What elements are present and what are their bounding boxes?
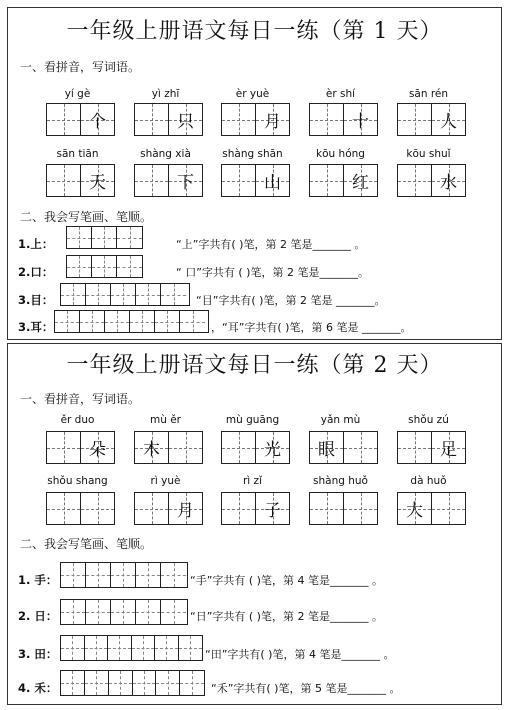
box-char: 山 xyxy=(264,173,281,193)
writing-box[interactable] xyxy=(343,103,378,136)
pinyin-label: èr shí xyxy=(325,88,356,100)
question-label: 2.口： xyxy=(18,265,54,279)
writing-box[interactable] xyxy=(343,431,378,464)
writing-box[interactable] xyxy=(168,103,203,136)
section-pinyin-heading: 一、看拼音，写词语。 xyxy=(20,60,141,74)
box-char xyxy=(81,493,114,524)
writing-box[interactable] xyxy=(309,431,344,464)
box-char: 个 xyxy=(89,112,106,132)
stroke-writing-strip[interactable] xyxy=(54,310,209,333)
writing-box[interactable] xyxy=(134,492,169,525)
pinyin-label: sān rén xyxy=(408,88,449,100)
pinyin-label: kōu hóng xyxy=(316,148,365,160)
question-text: “日”字共有 ( )笔，第 2 笔是_______ 。 xyxy=(190,610,383,623)
question-text: “ 口”字共有 ( )笔，第 2 笔是_______。 xyxy=(176,266,369,279)
question-label: 2. 日： xyxy=(18,609,58,623)
writing-box[interactable] xyxy=(80,492,115,525)
section-stroke-heading: 二、我会写笔画、笔顺。 xyxy=(20,537,153,551)
box-char: 眼 xyxy=(318,440,335,460)
box-char: 人 xyxy=(440,112,457,132)
writing-box[interactable] xyxy=(46,164,81,197)
writing-box[interactable] xyxy=(397,103,432,136)
page-title: 一年级上册语文每日一练（第 1 天） xyxy=(66,19,443,44)
pinyin-label: èr yuè xyxy=(235,88,270,100)
writing-box[interactable] xyxy=(80,103,115,136)
writing-box[interactable] xyxy=(309,164,344,197)
writing-box[interactable] xyxy=(134,164,169,197)
box-char xyxy=(398,165,431,196)
writing-box[interactable] xyxy=(431,431,466,464)
writing-box[interactable] xyxy=(80,431,115,464)
box-char xyxy=(310,104,343,135)
box-char: 水 xyxy=(440,173,457,193)
box-char xyxy=(344,493,377,524)
box-char: 朵 xyxy=(89,440,106,460)
pinyin-label: yí gè xyxy=(64,88,91,100)
pinyin-label: mù ěr xyxy=(150,414,181,426)
stroke-writing-strip[interactable] xyxy=(66,226,143,249)
pinyin-label: sān tiān xyxy=(56,148,99,160)
writing-box[interactable] xyxy=(255,431,290,464)
writing-box[interactable] xyxy=(221,164,256,197)
box-char: 月 xyxy=(177,501,194,521)
box-char: 木 xyxy=(143,440,160,460)
box-char xyxy=(310,165,343,196)
writing-box[interactable] xyxy=(255,103,290,136)
writing-box[interactable] xyxy=(221,492,256,525)
question-label: 1.上： xyxy=(18,237,54,251)
page-title: 一年级上册语文每日一练（第 2 天） xyxy=(66,353,443,378)
pinyin-label: dà huǒ xyxy=(410,475,447,487)
pinyin-label: shàng shān xyxy=(222,148,283,160)
box-char: 大 xyxy=(406,501,423,521)
writing-box[interactable] xyxy=(221,431,256,464)
box-char: 月 xyxy=(264,112,281,132)
stroke-writing-strip[interactable] xyxy=(60,635,203,661)
box-char xyxy=(47,493,80,524)
question-label: 3.耳： xyxy=(18,320,54,334)
stroke-writing-strip[interactable] xyxy=(60,599,188,625)
box-char: 足 xyxy=(440,440,457,460)
pinyin-label: mù guāng xyxy=(225,414,280,426)
pinyin-label: kōu shuǐ xyxy=(406,148,451,160)
writing-box[interactable] xyxy=(431,103,466,136)
pinyin-label: yǎn mù xyxy=(320,414,361,426)
box-char xyxy=(222,493,255,524)
question-label: 4. 禾： xyxy=(18,681,58,695)
stroke-writing-strip[interactable] xyxy=(66,255,143,278)
writing-box[interactable] xyxy=(309,492,344,525)
stroke-writing-strip[interactable] xyxy=(60,283,190,306)
pinyin-label: shǒu zú xyxy=(408,414,449,426)
pinyin-label: rì zǐ xyxy=(242,475,262,487)
worksheet-day-1 xyxy=(7,7,502,340)
writing-box[interactable] xyxy=(168,492,203,525)
box-char: 子 xyxy=(264,501,281,521)
box-char xyxy=(135,165,168,196)
pinyin-label: yì zhī xyxy=(151,88,180,100)
box-char xyxy=(135,104,168,135)
writing-box[interactable] xyxy=(397,431,432,464)
box-char xyxy=(398,432,431,463)
writing-box[interactable] xyxy=(397,164,432,197)
box-char xyxy=(169,432,202,463)
box-char xyxy=(47,432,80,463)
writing-box[interactable] xyxy=(46,431,81,464)
writing-box[interactable] xyxy=(431,492,466,525)
writing-box[interactable] xyxy=(431,164,466,197)
question-label: 3.目： xyxy=(18,293,54,307)
section-pinyin-heading: 一、看拼音，写词语。 xyxy=(20,392,141,406)
question-label: 1. 手： xyxy=(18,573,58,587)
writing-box[interactable] xyxy=(168,164,203,197)
writing-box[interactable] xyxy=(309,103,344,136)
box-char xyxy=(222,104,255,135)
section-stroke-heading: 二、我会写笔画、笔顺。 xyxy=(20,210,153,224)
writing-box[interactable] xyxy=(46,492,81,525)
writing-box[interactable] xyxy=(134,431,169,464)
worksheet-day-2 xyxy=(7,343,502,705)
question-text: ，“耳”字共有( )笔，第 6 笔是 _______。 xyxy=(211,321,412,334)
question-text: “手”字共有 ( )笔，第 4 笔是_______ 。 xyxy=(190,574,383,587)
box-char: 只 xyxy=(177,112,194,132)
pinyin-label: shàng huǒ xyxy=(313,475,368,487)
writing-box[interactable] xyxy=(46,103,81,136)
question-text: “上”字共有( )笔，第 2 笔是_______ 。 xyxy=(176,238,366,251)
writing-box[interactable] xyxy=(397,492,432,525)
pinyin-label: shàng xià xyxy=(140,148,191,160)
box-char xyxy=(222,165,255,196)
box-char: 天 xyxy=(89,173,106,193)
writing-box[interactable] xyxy=(80,164,115,197)
pinyin-label: rì yuè xyxy=(150,475,181,487)
writing-box[interactable] xyxy=(134,103,169,136)
question-text: “田”字共有( )笔，第 4 笔是_______ 。 xyxy=(205,648,395,661)
writing-box[interactable] xyxy=(255,164,290,197)
box-char xyxy=(398,104,431,135)
box-char: 光 xyxy=(264,440,281,460)
box-char xyxy=(47,104,80,135)
box-char xyxy=(310,493,343,524)
writing-box[interactable] xyxy=(168,431,203,464)
box-char: 下 xyxy=(177,173,194,193)
box-char xyxy=(222,432,255,463)
writing-box[interactable] xyxy=(221,103,256,136)
stroke-writing-strip[interactable] xyxy=(60,670,205,696)
box-char xyxy=(47,165,80,196)
writing-box[interactable] xyxy=(343,164,378,197)
pinyin-label: ěr duo xyxy=(60,414,95,426)
stroke-writing-strip[interactable] xyxy=(60,562,188,588)
writing-box[interactable] xyxy=(343,492,378,525)
question-label: 3. 田： xyxy=(18,647,58,661)
box-char: 红 xyxy=(352,173,369,193)
pinyin-label: shǒu shang xyxy=(47,475,108,487)
question-text: “禾”字共有( )笔，第 5 笔是_______ 。 xyxy=(211,682,401,695)
box-char xyxy=(135,493,168,524)
box-char: 十 xyxy=(352,112,369,132)
writing-box[interactable] xyxy=(255,492,290,525)
box-char xyxy=(432,493,465,524)
question-text: “目”字共有( )笔，第 2 笔是 _______。 xyxy=(196,294,386,307)
box-char xyxy=(344,432,377,463)
